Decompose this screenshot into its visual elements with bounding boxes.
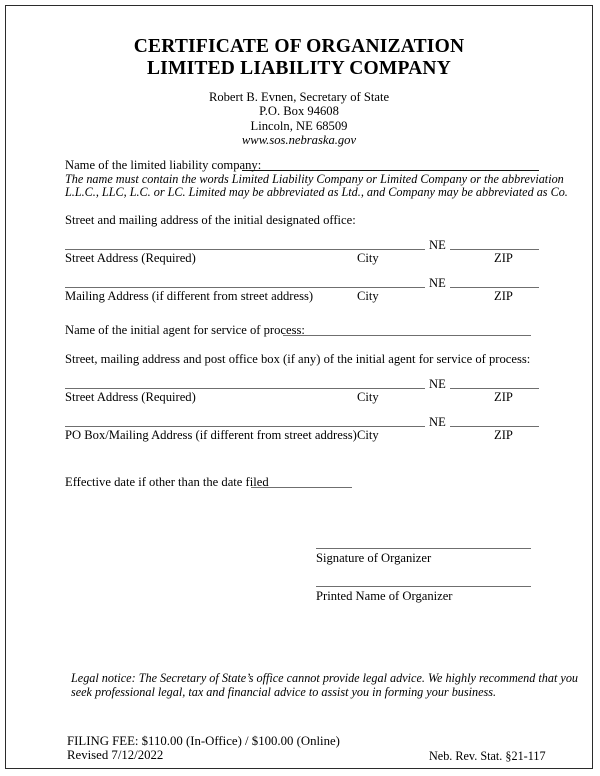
agent-street-input-line[interactable] bbox=[65, 388, 425, 389]
designated-office-street-city-label: City bbox=[357, 251, 379, 265]
agent-pobox-caption: PO Box/Mailing Address (if different from street address) bbox=[65, 428, 357, 442]
title-line-2: LIMITED LIABILITY COMPANY bbox=[146, 58, 452, 79]
agent-pobox-zip-label: ZIP bbox=[494, 428, 513, 442]
agency-website: www.sos.nebraska.gov bbox=[241, 132, 357, 147]
revised-date-text: Revised 7/12/2022 bbox=[67, 748, 164, 762]
designated-office-street-state: NE bbox=[429, 238, 446, 252]
designated-office-heading: Street and mailing address of the initial designated office: bbox=[65, 213, 356, 227]
legal-notice-line-1: Legal notice: The Secretary of State’s office cannot provide legal advice. We highly recommend that you bbox=[71, 671, 579, 685]
designated-office-street-zip-label: ZIP bbox=[494, 251, 513, 265]
agent-street-zip-input-line[interactable] bbox=[450, 388, 539, 389]
agent-street-caption: Street Address (Required) bbox=[65, 390, 196, 404]
effective-date-label: Effective date if other than the date filed bbox=[65, 475, 269, 489]
agent-name-label: Name of the initial agent for service of process: bbox=[65, 323, 305, 337]
effective-date-input-line[interactable] bbox=[251, 487, 352, 488]
designated-office-mailing-zip-input-line[interactable] bbox=[450, 287, 539, 288]
company-name-input-line[interactable] bbox=[242, 170, 539, 171]
secretary-of-state-name: Robert B. Evnen, Secretary of State bbox=[208, 90, 390, 104]
designated-office-mailing-zip-label: ZIP bbox=[494, 289, 513, 303]
legal-notice-line-2: seek professional legal, tax and financial advice to assist you in forming your business. bbox=[71, 685, 497, 699]
designated-office-mailing-state: NE bbox=[429, 276, 446, 290]
printed-name-caption: Printed Name of Organizer bbox=[316, 589, 453, 603]
agency-po-box: P.O. Box 94608 bbox=[259, 104, 339, 119]
agent-pobox-state: NE bbox=[429, 415, 446, 429]
designated-office-mailing-input-line[interactable] bbox=[65, 287, 425, 288]
document-page bbox=[5, 5, 593, 769]
document-title bbox=[6, 36, 592, 80]
agent-street-zip-label: ZIP bbox=[494, 390, 513, 404]
title-line-1: CERTIFICATE OF ORGANIZATION bbox=[133, 36, 465, 57]
agency-city-state-zip: Lincoln, NE 68509 bbox=[250, 118, 348, 133]
company-name-note-line-1: The name must contain the words Limited Liability Company or Limited Company or the abbreviation bbox=[65, 172, 564, 186]
designated-office-mailing-city-label: City bbox=[357, 289, 379, 303]
designated-office-mailing-caption: Mailing Address (if different from street address) bbox=[65, 289, 314, 303]
designated-office-street-input-line[interactable] bbox=[65, 249, 425, 250]
company-name-note-line-2: L.L.C., LLC, L.C. or LC. Limited may be abbreviated as Ltd., and Company may be abbreviated as Co. bbox=[65, 185, 568, 199]
agent-pobox-input-line[interactable] bbox=[65, 426, 425, 427]
agency-address-block bbox=[6, 90, 592, 147]
company-name-label: Name of the limited liability company: bbox=[65, 158, 262, 172]
filing-fee-text: FILING FEE: $110.00 (In-Office) / $100.00 (Online) bbox=[67, 734, 340, 748]
agent-pobox-zip-input-line[interactable] bbox=[450, 426, 539, 427]
designated-office-street-zip-input-line[interactable] bbox=[450, 249, 539, 250]
agent-street-city-label: City bbox=[357, 390, 379, 404]
agent-pobox-city-label: City bbox=[357, 428, 379, 442]
agent-name-input-line[interactable] bbox=[283, 335, 531, 336]
designated-office-street-caption: Street Address (Required) bbox=[65, 251, 196, 265]
agent-address-heading: Street, mailing address and post office box (if any) of the initial agent for service of process: bbox=[65, 352, 531, 366]
printed-name-input-line[interactable] bbox=[316, 586, 531, 587]
agent-street-state: NE bbox=[429, 377, 446, 391]
statute-reference: Neb. Rev. Stat. §21-117 bbox=[429, 749, 546, 763]
document-body bbox=[6, 6, 592, 768]
signature-input-line[interactable] bbox=[316, 548, 531, 549]
signature-caption: Signature of Organizer bbox=[316, 551, 432, 565]
